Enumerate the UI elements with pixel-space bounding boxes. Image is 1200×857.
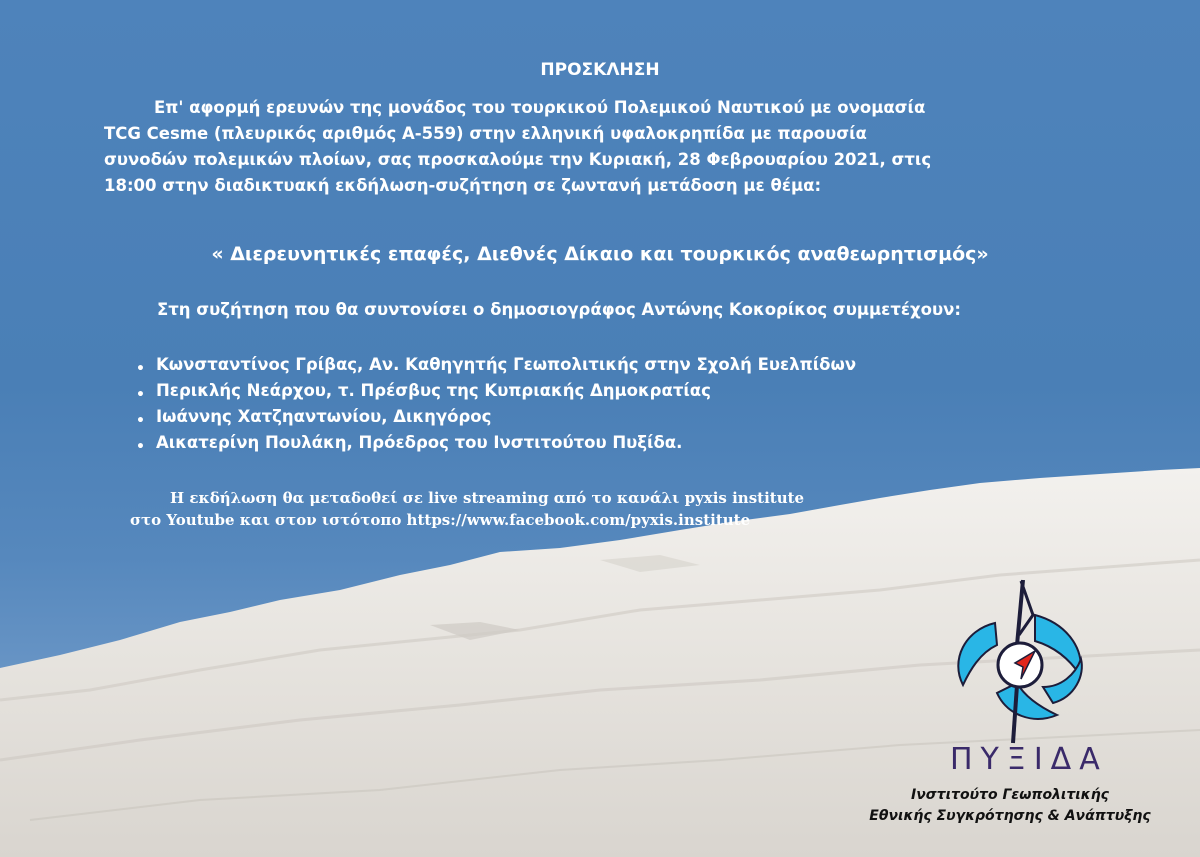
bullet-icon: • [136, 387, 145, 403]
speaker-item [136, 404, 856, 430]
speaker-item [136, 378, 856, 404]
streaming-line: στο Youtube και στον ιστότοπο https://www.facebook.com/pyxis.institute [130, 511, 751, 529]
bullet-icon: • [136, 361, 145, 377]
speaker-text: Κωνσταντίνος Γρίβας, Αν. Καθηγητής Γεωπολιτικής στην Σχολή Ευελπίδων [156, 355, 857, 374]
compass-logo-icon [935, 575, 1105, 745]
org-line: Εθνικής Συγκρότησης & Ανάπτυξης [869, 808, 1151, 824]
panel-intro: Στη συζήτηση που θα συντονίσει ο δημοσιογράφος Αντώνης Κοκορίκος συμμετέχουν: [157, 300, 961, 319]
intro-line: 18:00 στην διαδικτυακή εκδήλωση-συζήτηση σε ζωντανή μετάδοση με θέμα: [104, 176, 822, 195]
speaker-text: Αικατερίνη Πουλάκη, Πρόεδρος του Ινστιτούτου Πυξίδα. [156, 433, 683, 452]
invitation-intro [104, 95, 1084, 199]
bullet-icon: • [136, 439, 145, 455]
logo-name: ΠΥΞΙΔΑ [950, 742, 1108, 777]
speaker-item [136, 430, 856, 456]
speaker-text: Περικλής Νεάρχου, τ. Πρέσβυς της Κυπριακής Δημοκρατίας [156, 381, 711, 400]
intro-line: TCG Cesme (πλευρικός αριθμός Α-559) στην ελληνική υφαλοκρηπίδα με παρουσία [104, 124, 867, 143]
bullet-icon: • [136, 413, 145, 429]
event-topic: « Διερευνητικές επαφές, Διεθνές Δίκαιο και τουρκικός αναθεωρητισμός» [211, 243, 989, 265]
org-line: Ινστιτούτο Γεωπολιτικής [911, 787, 1109, 803]
speaker-text: Ιωάννης Χατζηαντωνίου, Δικηγόρος [156, 407, 492, 426]
streaming-line: Η εκδήλωση θα μεταδοθεί σε live streaming από το κανάλι pyxis institute [170, 489, 805, 507]
invitation-title: ΠΡΟΣΚΛΗΣΗ [540, 60, 660, 80]
intro-line: Επ' αφορμή ερευνών της μονάδος του τουρκικού Πολεμικού Ναυτικού με ονομασία [154, 98, 926, 117]
speakers-list [136, 352, 856, 456]
streaming-info [130, 487, 850, 531]
intro-line: συνοδών πολεμικών πλοίων, σας προσκαλούμε την Κυριακή, 28 Φεβρουαρίου 2021, στις [104, 150, 932, 169]
organization-name [860, 785, 1160, 827]
speaker-item [136, 352, 856, 378]
